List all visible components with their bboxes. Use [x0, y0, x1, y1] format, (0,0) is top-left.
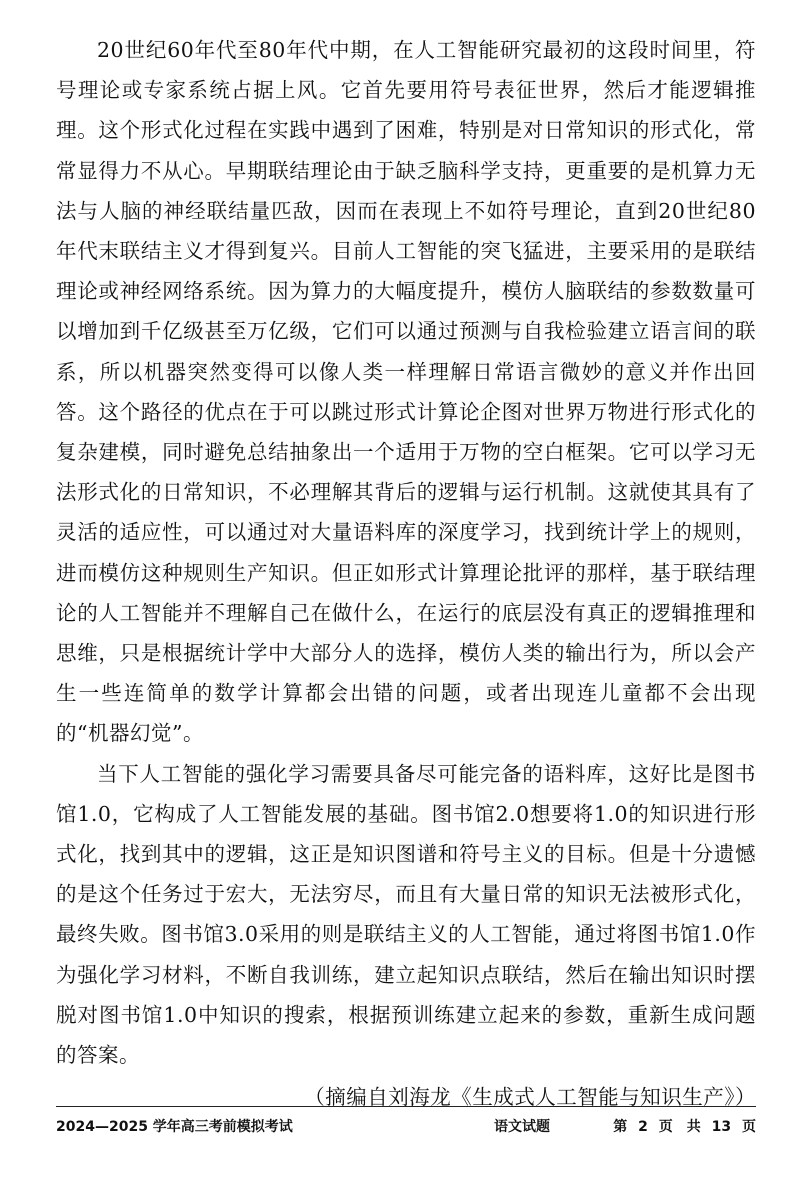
footer-divider	[56, 1106, 756, 1107]
footer-exam-name: 2024—2025 学年高三考前模拟考试	[56, 1119, 293, 1135]
source-citation: （摘编自刘海龙《生成式人工智能与知识生产》）	[304, 1085, 756, 1110]
footer-page-number: 第 2 页 共 13 页	[613, 1119, 756, 1135]
paragraph-1: 20世纪60年代至80年代中期，在人工智能研究最初的这段时间里，符号理论或专家系统占据上风。它首先要用符号表征世界，然后才能逻辑推理。这个形式化过程在实践中遇到了困难，特别是对日常知识的形式化，常常显得力不从心。早期联结理论由于缺乏脑科学支持，更重要的是机算力无法与人脑的神经联结量匹敌，因而在表现上不如符号理论，直到20世纪80年代末联结主义才得到复兴。目前人工智能的突飞猛进，主要采用的是联结理论或神经网络系统。因为算力的大幅度提升，模仿人脑联结的参数数量可以增加到千亿级甚至万亿级，它们可以通过预测与自我检验建立语言间的联系，所以机器突然变得可以像人类一样理解日常语言微妙的意义并作出回答。这个路径的优点在于可以跳过形式计算论企图对世界万物进行形式化的复杂建模，同时避免总结抽象出一个适用于万物的空白框架。它可以学习无法形式化的日常知识，不必理解其背后的逻辑与运行机制。这就使其具有了灵活的适应性，可以通过对大量语料库的深度学习，找到统计学上的规则，进而模仿这种规则生产知识。但正如形式计算理论批评的那样，基于联结理论的人工智能并不理解自己在做什么，在运行的底层没有真正的逻辑推理和思维，只是根据统计学中大部分人的选择，模仿人类的输出行为，所以会产生一些连简单的数学计算都会出错的问题，或者出现连儿童都不会出现的“机器幻觉”。	[56, 38, 756, 746]
page-footer	[56, 1116, 756, 1140]
paragraph-2: 当下人工智能的强化学习需要具备尽可能完备的语料库，这好比是图书馆1.0，它构成了人工智能发展的基础。图书馆2.0想要将1.0的知识进行形式化，找到其中的逻辑，这正是知识图谱和符号主义的目标。但是十分遗憾的是这个任务过于宏大，无法穷尽，而且有大量日常的知识无法被形式化，最终失败。图书馆3.0采用的则是联结主义的人工智能，通过将图书馆1.0作为强化学习材料，不断自我训练，建立起知识点联结，然后在输出知识时摆脱对图书馆1.0中知识的搜索，根据预训练建立起来的参数，重新生成问题的答案。	[56, 761, 756, 1068]
footer-subject: 语文试题	[494, 1119, 550, 1135]
document-body	[56, 30, 756, 1117]
